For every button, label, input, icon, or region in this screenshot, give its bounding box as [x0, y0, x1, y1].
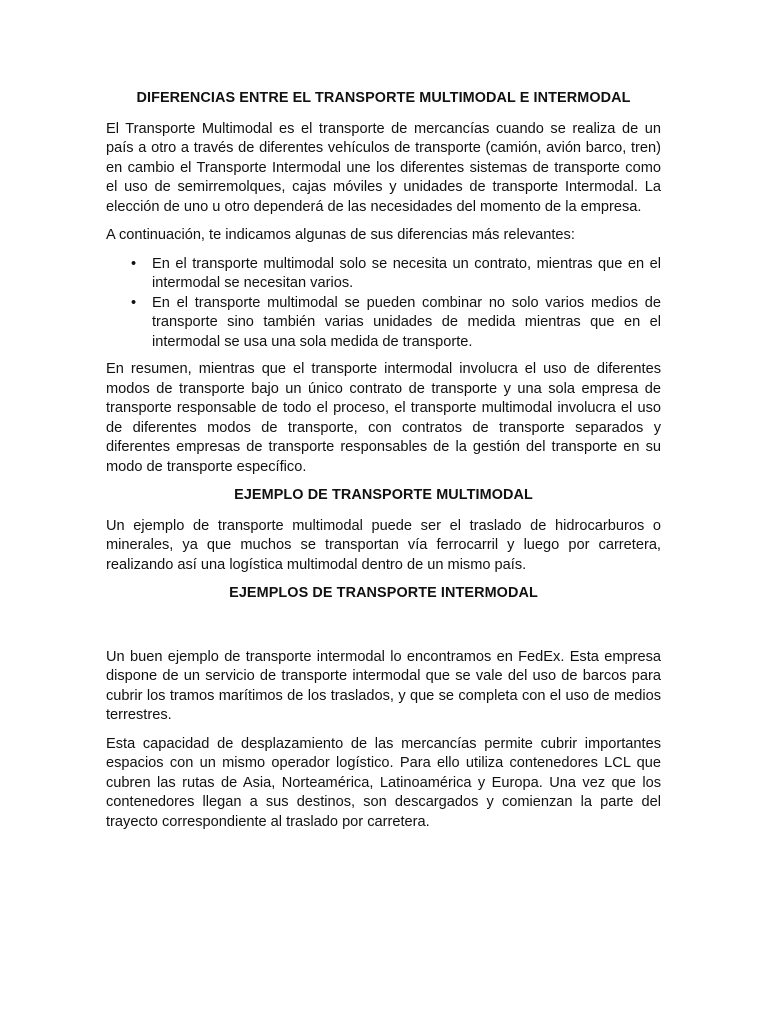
document-title: DIFERENCIAS ENTRE EL TRANSPORTE MULTIMODAL E INTERMODAL: [136, 90, 631, 106]
bullet-icon: •: [131, 255, 137, 272]
list-item: [131, 294, 661, 353]
differences-list: [106, 255, 661, 353]
list-item-text: En el transporte multimodal se pueden combinar no solo varios medios de transporte sino también varias unidades de medida mientras que en el intermodal se usa una sola medida de transporte.: [152, 294, 661, 350]
list-item-text: En el transporte multimodal solo se necesita un contrato, mientras que en el intermodal se necesitan varios.: [152, 255, 661, 291]
bullet-icon: •: [131, 294, 137, 311]
intermodal-example-paragraph-2: Esta capacidad de desplazamiento de las mercancías permite cubrir importantes espacios con un mismo operador logístico. Para ello utiliza contenedores LCL que cubren las rutas de Asia, Norteamérica, Latinoamérica y Europa. Una vez que los contenedores llegan a sus destinos, son descargados y comienzan la parte del trayecto correspondiente al traslado por carretera.: [106, 735, 661, 830]
document-page: [106, 89, 661, 841]
intermodal-example-paragraph-1: Un buen ejemplo de transporte intermodal lo encontramos en FedEx. Esta empresa dispone de un servicio de transporte intermodal que se vale del uso de barcos para cubrir los tramos marítimos de los traslados, y que se completa con el uso de medios terrestres.: [106, 648, 661, 723]
intro-paragraph: El Transporte Multimodal es el transporte de mercancías cuando se realiza de un país a otro a través de diferentes vehículos de transporte (camión, avión barco, tren) en cambio el Transporte Intermodal une los diferentes sistemas de transporte como el uso de semirremolques, cajas móviles y unidades de transporte Intermodal. La elección de uno u otro dependerá de las necesidades del momento de la empresa.: [106, 120, 661, 215]
lead-paragraph: A continuación, te indicamos algunas de sus diferencias más relevantes:: [106, 227, 575, 243]
heading-intermodal: EJEMPLOS DE TRANSPORTE INTERMODAL: [229, 585, 538, 601]
heading-multimodal: EJEMPLO DE TRANSPORTE MULTIMODAL: [234, 487, 533, 503]
multimodal-example-paragraph: Un ejemplo de transporte multimodal puede ser el traslado de hidrocarburos o minerales, ya que muchos se transportan vía ferrocarril y luego por carretera, realizando así una logística multimodal dentro de un mismo país.: [106, 517, 661, 573]
list-item: [131, 255, 661, 294]
summary-paragraph: En resumen, mientras que el transporte intermodal involucra el uso de diferentes modos de transporte bajo un único contrato de transporte y una sola empresa de transporte responsable de todo el proceso, el transporte multimodal involucra el uso de diferentes modos de transporte, con contratos de transporte separados y diferentes empresas de transporte responsables de la gestión del transporte en su modo de transporte específico.: [106, 361, 661, 475]
